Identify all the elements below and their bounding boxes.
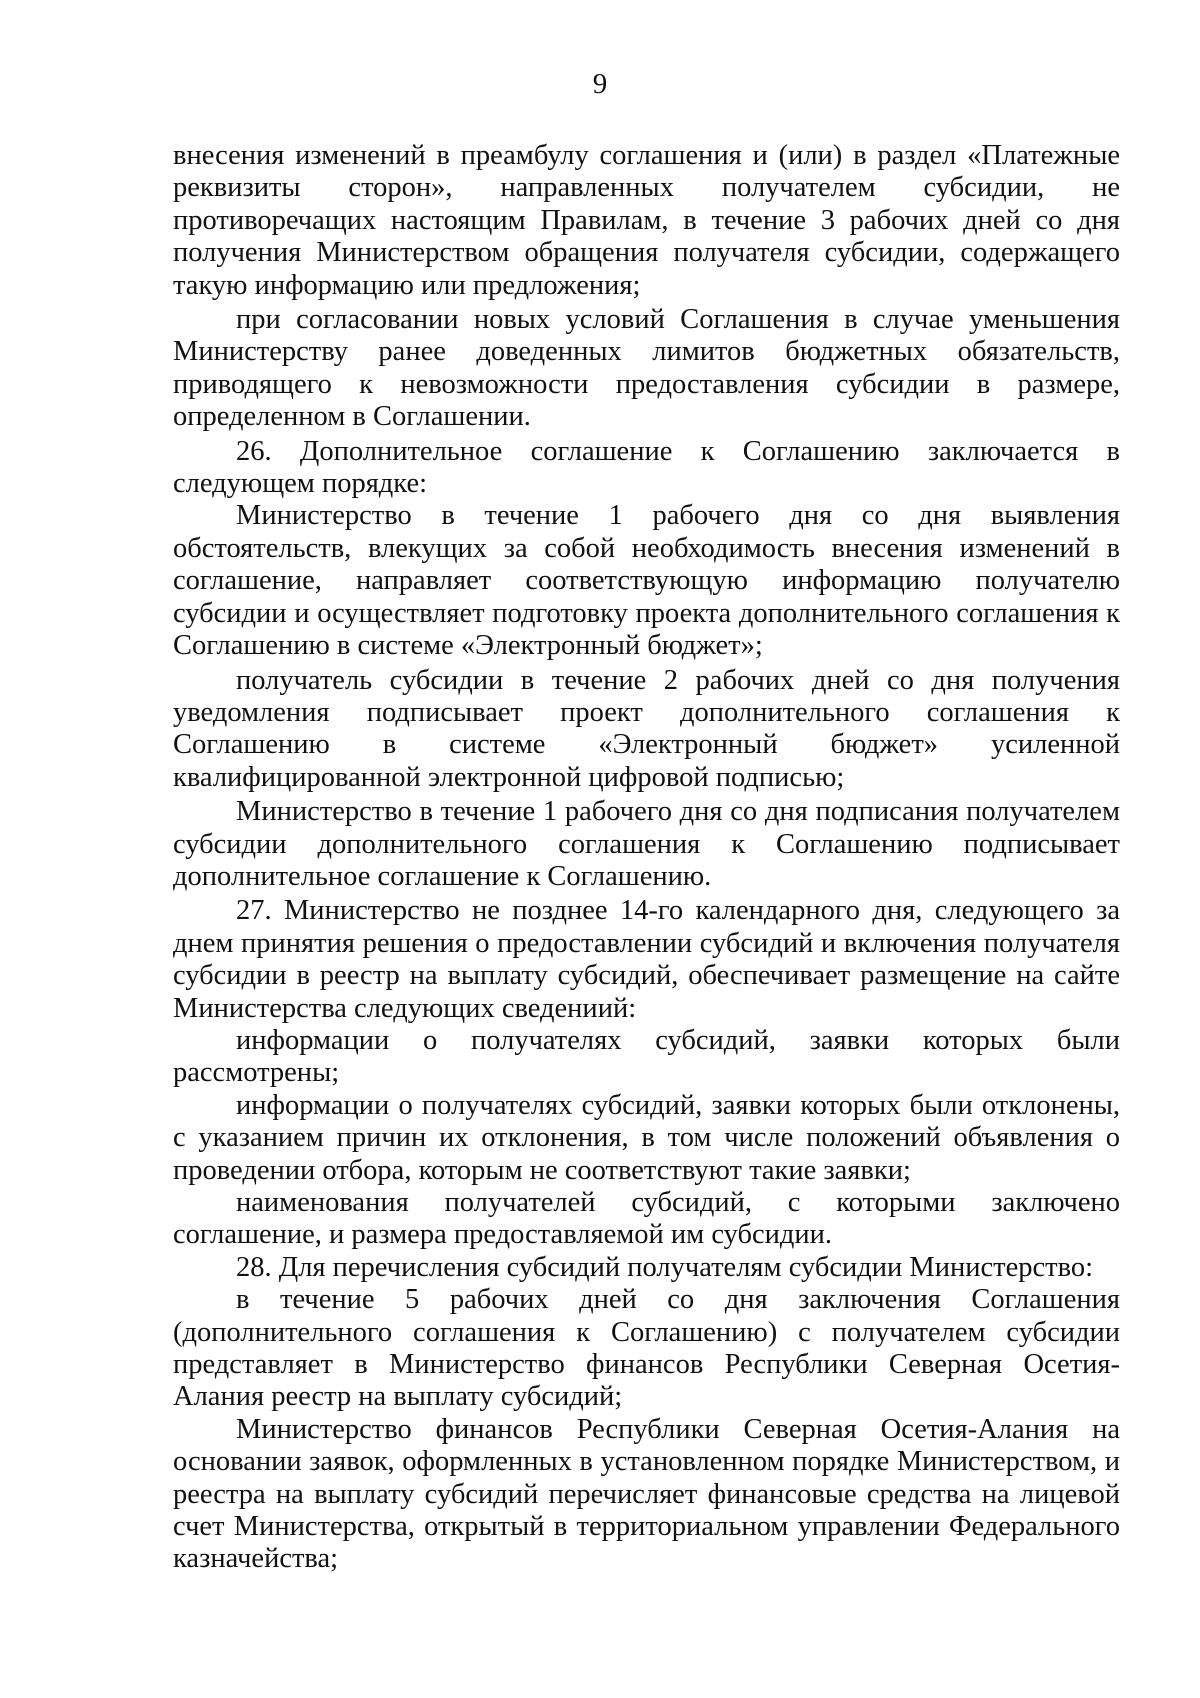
- paragraph-item-27: 27. Министерство не позднее 14-го календарного дня, следующего за днем принятия решения о предоставлении субсидий и включения получателя субсидии в реестр на выплату субсидий, обеспечивает размещение на сайте Министерства следующих сведениий:: [173, 895, 1120, 1024]
- paragraph: Министерство в течение 1 рабочего дня со дня подписания получателем субсидии дополнительного соглашения к Соглашению подписывает дополнительное соглашение к Соглашению.: [173, 796, 1120, 892]
- page-number: 9: [592, 68, 608, 100]
- document-body: [173, 140, 1120, 1576]
- paragraph: получатель субсидии в течение 2 рабочих дней со дня получения уведомления подписывает проект дополнительного соглашения к Соглашению в системе «Электронный бюджет» усиленной квалифицированной электронной цифровой подписью;: [173, 664, 1120, 793]
- paragraph: Министерство финансов Республики Северная Осетия-Алания на основании заявок, оформленных в установленном порядке Министерством, и реестра на выплату субсидий перечисляет финансовые средства на лицевой счет Министерства, открытый в территориальном управлении Федерального казначейства;: [173, 1413, 1120, 1575]
- paragraph-continuation: внесения изменений в преамбулу соглашения и (или) в раздел «Платежные реквизиты сторон», направленных получателем субсидии, не противоречащих настоящим Правилам, в течение 3 рабочих дней со дня получения Министерством обращения получателя субсидии, содержащего такую информацию или предложения;: [173, 140, 1120, 301]
- paragraph-item-28: 28. Для перечисления субсидий получателям субсидии Министерство:: [236, 1251, 1094, 1283]
- paragraph: информации о получателях субсидий, заявки которых были отклонены, с указанием причин их отклонения, в том числе положений объявления о проведении отбора, которым не соответствуют такие заявки;: [173, 1089, 1120, 1186]
- paragraph: при согласовании новых условий Соглашения в случае уменьшения Министерству ранее доведенных лимитов бюджетных обязательств, приводящего к невозможности предоставления субсидии в размере, определенном в Соглашении.: [173, 304, 1120, 433]
- paragraph-item-26: 26. Дополнительное соглашение к Соглашению заключается в следующем порядке:: [173, 435, 1120, 500]
- paragraph: в течение 5 рабочих дней со дня заключения Соглашения (дополнительного соглашения к Соглашению) с получателем субсидии представляет в Министерство финансов Республики Северная Осетия-Алания реестр на выплату субсидий;: [173, 1284, 1120, 1413]
- paragraph: наименования получателей субсидий, с которыми заключено соглашение, и размера предоставляемой им субсидии.: [173, 1187, 1120, 1251]
- paragraph: информации о получателях субсидий, заявки которых были рассмотрены;: [173, 1024, 1120, 1089]
- paragraph: Министерство в течение 1 рабочего дня со дня выявления обстоятельств, влекущих за собой необходимость внесения изменений в соглашение, направляет соответствующую информацию получателю субсидии и осуществляет подготовку проекта дополнительного соглашения к Соглашению в системе «Электронный бюджет»;: [173, 500, 1120, 662]
